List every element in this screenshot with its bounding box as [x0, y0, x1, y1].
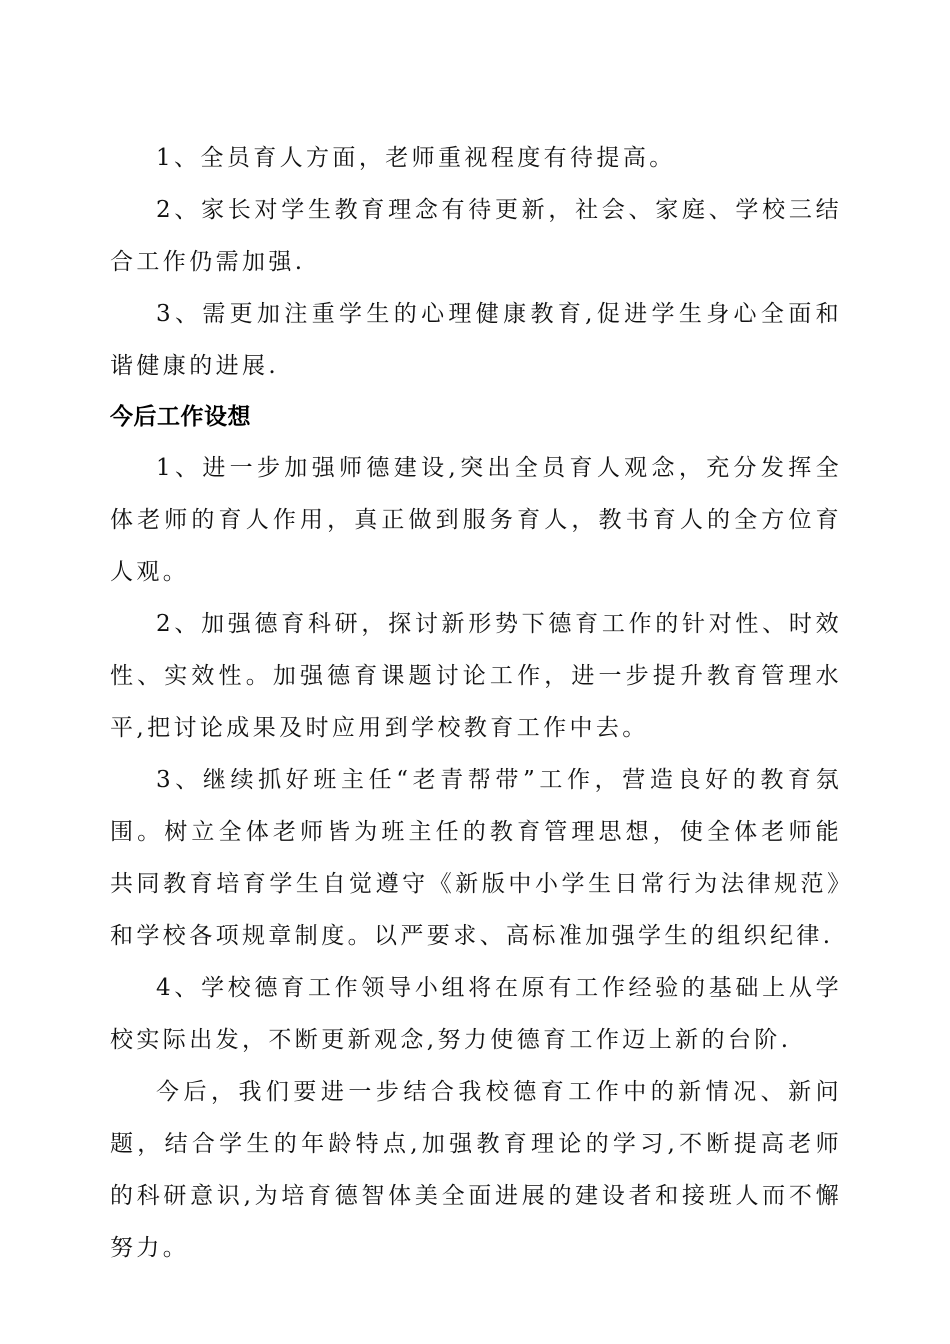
plan-paragraph-2: 2、加强德育科研，探讨新形势下德育工作的针对性、时效性、实效性。加强德育课题讨论工作，进一步提升教育管理水平,把讨论成果及时应用到学校教育工作中去。	[110, 611, 842, 741]
conclusion-paragraph: 今后，我们要进一步结合我校德育工作中的新情况、新问题，结合学生的年龄特点,加强教育理论的学习,不断提高老师的科研意识,为培育德智体美全面进展的建设者和接班人而不懈努力。	[110, 1079, 842, 1261]
plan-paragraph-4: 4、学校德育工作领导小组将在原有工作经验的基础上从学校实际出发，不断更新观念,努力使德育工作迈上新的台阶.	[110, 975, 842, 1053]
issue-paragraph-2: 2、家长对学生教育理念有待更新，社会、家庭、学校三结合工作仍需加强.	[110, 197, 842, 275]
issue-paragraph-1: 1、全员育人方面，老师重视程度有待提高。	[156, 145, 676, 171]
issue-paragraph-3: 3、需更加注重学生的心理健康教育,促进学生身心全面和谐健康的进展.	[110, 301, 842, 379]
document-page	[110, 132, 842, 1274]
plan-paragraph-3: 3、继续抓好班主任“老青帮带”工作，营造良好的教育氛围。树立全体老师皆为班主任的教育管理思想，使全体老师能共同教育培育学生自觉遵守《新版中小学生日常行为法律规范》和学校各项规章制度。以严要求、高标准加强学生的组织纪律.	[110, 767, 842, 949]
section-heading: 今后工作设想	[110, 404, 251, 430]
plan-paragraph-1: 1、进一步加强师德建设,突出全员育人观念，充分发挥全体老师的育人作用，真正做到服务育人，教书育人的全方位育人观。	[110, 455, 842, 585]
